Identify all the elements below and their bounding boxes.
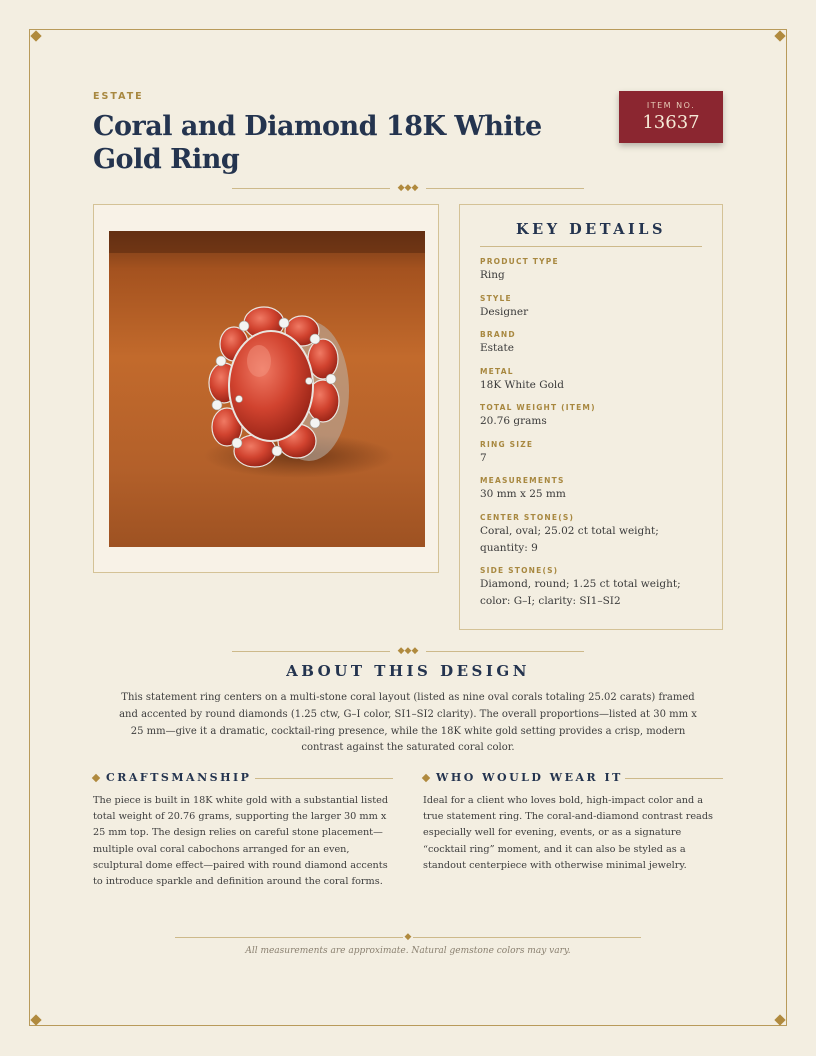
- header-divider-right: [426, 188, 584, 189]
- key-details-card: [459, 204, 723, 630]
- item-number-label: ITEM NO.: [646, 101, 696, 110]
- detail-value: Diamond, round; 1.25 ct total weight; color: G–I; clarity: SI1–SI2: [480, 578, 681, 607]
- craftsmanship-heading: [93, 771, 393, 787]
- header-divider-ornament: ◆◆◆: [397, 183, 419, 193]
- about-text: This statement ring centers on a multi-stone coral layout (listed as nine oval corals totaling 25.02 carats) framed and accented by round diamonds (1.25 ctw, G–I color, SI1–SI2 clarity). The overall proportions—listed at 30 mm x 25 mm—give it a dramatic, cocktail-ring presence, while the 18K white gold setting provides a crisp, modern contrast against the saturated coral color.: [119, 692, 697, 754]
- ring-illustration: [109, 231, 425, 547]
- diamond-bullet-icon: [422, 774, 430, 782]
- footer-divider-right: [413, 937, 641, 938]
- footer-note: All measurements are approximate. Natural gemstone colors may vary.: [245, 946, 571, 956]
- detail-total-weight: [480, 403, 710, 430]
- detail-label: RING SIZE: [480, 440, 534, 449]
- category-eyebrow: ESTATE: [93, 91, 144, 102]
- detail-label: METAL: [480, 367, 514, 376]
- detail-value: Coral, oval; 25.02 ct total weight; quantity: 9: [480, 525, 659, 554]
- detail-style: [480, 294, 710, 321]
- about-divider-left: [232, 651, 390, 652]
- detail-value: Ring: [480, 269, 505, 281]
- detail-label: CENTER STONE(S): [480, 513, 575, 522]
- craftsmanship-rule: [255, 778, 393, 779]
- detail-product-type: [480, 257, 710, 284]
- who-would-wear-rule: [625, 778, 723, 779]
- detail-label: PRODUCT TYPE: [480, 257, 559, 266]
- key-details-rule: [480, 246, 702, 247]
- who-would-wear-text: Ideal for a client who loves bold, high-impact color and a true statement ring. The coral-and-diamond contrast reads especially well for evening, events, or as a signature “cocktail ring” moment, and it can also be styled as a standout centerpiece with otherwise minimal jewelry.: [423, 795, 714, 871]
- detail-value: Designer: [480, 306, 529, 318]
- detail-ring-size: [480, 440, 710, 467]
- about-divider-ornament: ◆◆◆: [397, 646, 419, 656]
- footer-divider-ornament: ◆: [404, 932, 412, 942]
- detail-value: 7: [480, 452, 487, 464]
- detail-side-stones: [480, 566, 690, 610]
- detail-metal: [480, 367, 710, 394]
- key-details-title: KEY DETAILS: [516, 221, 666, 238]
- about-divider-right: [426, 651, 584, 652]
- detail-brand: [480, 330, 710, 357]
- about-title: ABOUT THIS DESIGN: [286, 662, 530, 680]
- detail-value: 20.76 grams: [480, 415, 547, 427]
- detail-label: SIDE STONE(S): [480, 566, 559, 575]
- detail-label: TOTAL WEIGHT (ITEM): [480, 403, 596, 412]
- detail-value: 30 mm x 25 mm: [480, 488, 566, 500]
- item-number-value: 13637: [642, 112, 700, 133]
- detail-value: Estate: [480, 342, 514, 354]
- footer-divider-left: [175, 937, 403, 938]
- detail-label: STYLE: [480, 294, 512, 303]
- craftsmanship-title: CRAFTSMANSHIP: [106, 771, 252, 784]
- detail-measurements: [480, 476, 710, 503]
- who-would-wear-title: WHO WOULD WEAR IT: [436, 771, 623, 784]
- item-number-badge: [619, 91, 723, 143]
- page-title: Coral and Diamond 18K White Gold Ring: [93, 111, 542, 175]
- detail-value: 18K White Gold: [480, 379, 565, 391]
- product-photo-card: [93, 204, 439, 573]
- detail-label: MEASUREMENTS: [480, 476, 565, 485]
- diamond-bullet-icon: [92, 774, 100, 782]
- ring-photo: [109, 231, 425, 547]
- craftsmanship-text: The piece is built in 18K white gold with a substantial listed total weight of 20.76 grams, supporting the larger 30 mm x 25 mm top. The design relies on careful stone placement—multiple oval coral cabochons arranged for an even, sculptural dome effect—paired with round diamond accents to introduce sparkle and definition around the coral forms.: [93, 795, 389, 888]
- who-would-wear-heading: [423, 771, 723, 787]
- detail-label: BRAND: [480, 330, 516, 339]
- header-divider-left: [232, 188, 390, 189]
- detail-center-stones: [480, 513, 680, 557]
